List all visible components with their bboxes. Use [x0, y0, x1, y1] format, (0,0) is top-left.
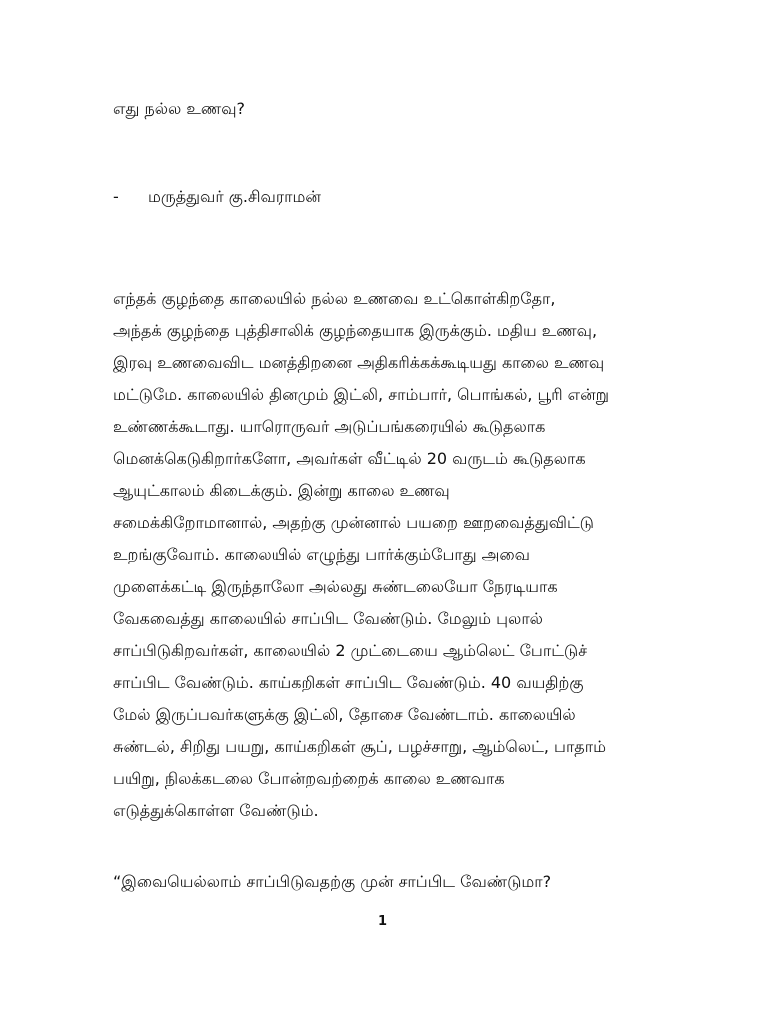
paragraph-line: மட்டுமே. காலையில் தினமும் இட்லி, சாம்பார், பொங்கல், பூரி என்று [113, 385, 610, 404]
author-line [113, 187, 321, 207]
body-paragraph [113, 288, 673, 832]
quote-line: “இவையெல்லாம் சாப்பிடுவதற்கு முன் சாப்பிட வேண்டுமா? [113, 872, 552, 891]
paragraph-line: சாப்பிடுகிறவர்கள், காலையில் 2 முட்டையை ஆம்லெட் போட்டுச் [113, 641, 588, 660]
paragraph-line: மெனக்கெடுகிறார்களோ, அவர்கள் வீட்டில் 20 வருடம் கூடுதலாக [113, 449, 586, 468]
paragraph-line: அந்தக் குழந்தை புத்திசாலிக் குழந்தையாக இருக்கும். மதிய உணவு, [113, 321, 598, 340]
paragraph-line: பயிறு, நிலக்கடலை போன்றவற்றைக் காலை உணவாக [113, 769, 505, 788]
paragraph-line: உறங்குவோம். காலையில் எழுந்து பார்க்கும்போது அவை [113, 545, 530, 564]
paragraph-line: சாப்பிட வேண்டும். காய்கறிகள் சாப்பிட வேண்டும். 40 வயதிற்கு [113, 673, 584, 692]
paragraph-line: எடுத்துக்கொள்ள வேண்டும். [113, 801, 319, 820]
paragraph-line: ஆயுட்காலம் கிடைக்கும். இன்று காலை உணவு [113, 481, 450, 500]
author-dash: - [113, 187, 119, 206]
author-name: மருத்துவர் கு.சிவராமன் [148, 187, 321, 206]
paragraph-line: சமைக்கிறோமானால், அதற்கு முன்னால் பயறை ஊறவைத்துவிட்டு [113, 513, 594, 532]
paragraph-line: உண்ணக்கூடாது. யாரொருவர் அடுப்பங்கரையில் கூடுதலாக [113, 417, 546, 436]
page-number: 1 [378, 914, 388, 929]
document-title: எது நல்ல உணவு? [113, 99, 246, 118]
paragraph-line: சுண்டல், சிறிது பயறு, காய்கறிகள் சூப், பழச்சாறு, ஆம்லெட், பாதாம் [113, 737, 606, 756]
paragraph-line: மேல் இருப்பவர்களுக்கு இட்லி, தோசை வேண்டாம். காலையில் [113, 705, 576, 724]
paragraph-line: வேகவைத்து காலையில் சாப்பிட வேண்டும். மேலும் புலால் [113, 609, 543, 628]
paragraph-line: எந்தக் குழந்தை காலையில் நல்ல உணவை உட்கொள்கிறதோ, [113, 289, 556, 308]
paragraph-line: இரவு உணவைவிட மனத்திறனை அதிகரிக்கக்கூடியது காலை உணவு [113, 353, 605, 372]
paragraph-line: முளைக்கட்டி இருந்தாலோ அல்லது சுண்டலையோ நேரடியாக [113, 577, 558, 596]
